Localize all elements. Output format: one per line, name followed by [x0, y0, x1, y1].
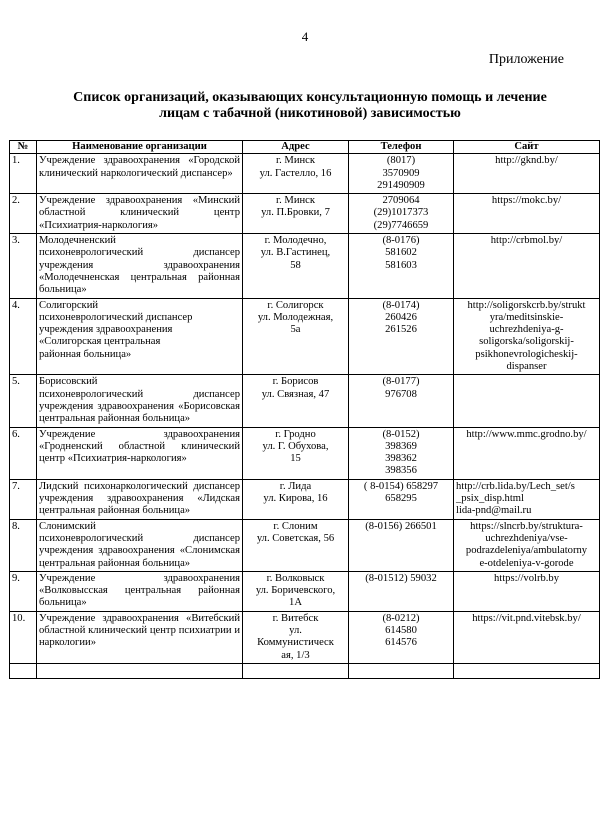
organization-address: г. Витебск ул. Коммунистическ ая, 1/3 — [243, 611, 349, 663]
row-number: 2. — [10, 194, 37, 234]
table-row — [10, 571, 600, 611]
empty-cell — [37, 663, 243, 678]
empty-cell — [349, 663, 454, 678]
header-number: № — [10, 141, 37, 154]
organization-name: Солигорский психоневрологический диспансер учреждения здравоохранения «Солигорская центральная районная больница» — [37, 298, 243, 375]
table-row — [10, 234, 600, 298]
row-number: 1. — [10, 154, 37, 194]
row-number: 6. — [10, 427, 37, 479]
organization-site[interactable]: https://slncrb.by/struktura- uchrezhdeniya/vse- podrazdeleniya/ambulatorny e-otdeleniya-v-gorode — [454, 519, 600, 571]
organization-name: Молодечненский психоневрологический диспансер учреждения здравоохранения «Молодечненская центральная районная больница» — [37, 234, 243, 298]
organization-name: Учреждение здравоохранения «Витебский областной клинический центр психиатрии и наркологии» — [37, 611, 243, 663]
organization-address: г. Молодечно, ул. В.Гастинец, 58 — [243, 234, 349, 298]
organization-phone: (8-0174) 260426 261526 — [349, 298, 454, 375]
organization-name: Борисовский психоневрологический диспансер учреждения здравоохранения «Борисовская центральная районная больница» — [37, 375, 243, 427]
table-row — [10, 298, 600, 375]
organization-site[interactable]: http://soligorskcrb.by/strukt yra/meditsinskie- uchrezhdeniya-g- soligorska/soligorskij- psikhonevrologicheskij- dispanser — [454, 298, 600, 375]
organization-address: г. Лида ул. Кирова, 16 — [243, 479, 349, 519]
organization-address: г. Минск ул. Гастелло, 16 — [243, 154, 349, 194]
table-row — [10, 427, 600, 479]
row-number: 10. — [10, 611, 37, 663]
header-address: Адрес — [243, 141, 349, 154]
header-phone: Телефон — [349, 141, 454, 154]
organization-address: г. Солигорск ул. Молодежная, 5а — [243, 298, 349, 375]
empty-cell — [243, 663, 349, 678]
organization-phone: (8-0177) 976708 — [349, 375, 454, 427]
document-title: Список организаций, оказывающих консультационную помощь и лечение лицам с табачной (никотиновой) зависимостью — [73, 90, 547, 121]
table-row — [10, 611, 600, 663]
table-row — [10, 375, 600, 427]
organization-site[interactable]: http://crbmol.by/ — [454, 234, 600, 298]
row-number: 7. — [10, 479, 37, 519]
organization-name: Учреждение здравоохранения «Минский областной клинический центр «Психиатрия-наркология» — [37, 194, 243, 234]
organization-site[interactable]: http://gknd.by/ — [454, 154, 600, 194]
organization-site[interactable]: https://vit.pnd.vitebsk.by/ — [454, 611, 600, 663]
organization-phone: (8017) 3570909 291490909 — [349, 154, 454, 194]
organization-address: г. Минск ул. П.Бровки, 7 — [243, 194, 349, 234]
organization-site — [454, 375, 600, 427]
organization-address: г. Гродно ул. Г. Обухова, 15 — [243, 427, 349, 479]
organization-phone: ( 8-0154) 658297 658295 — [349, 479, 454, 519]
row-number: 8. — [10, 519, 37, 571]
organization-name: Учреждение здравоохранения «Волковысская центральная районная больница» — [37, 571, 243, 611]
table-row — [10, 519, 600, 571]
organization-address: г. Борисов ул. Связная, 47 — [243, 375, 349, 427]
empty-cell — [454, 663, 600, 678]
row-number: 5. — [10, 375, 37, 427]
row-number: 3. — [10, 234, 37, 298]
empty-cell — [10, 663, 37, 678]
organization-phone: (8-0176) 581602 581603 — [349, 234, 454, 298]
table-row — [10, 194, 600, 234]
organization-name: Учреждение здравоохранения «Городской клинический наркологический диспансер» — [37, 154, 243, 194]
table-row — [10, 154, 600, 194]
row-number: 4. — [10, 298, 37, 375]
organization-phone: (8-0212) 614580 614576 — [349, 611, 454, 663]
organization-name: Слонимский психоневрологический диспансер учреждения здравоохранения «Слонимская центральная районная больница» — [37, 519, 243, 571]
header-organization-name: Наименование организации — [37, 141, 243, 154]
organization-site[interactable]: http://crb.lida.by/Lech_set/s _psix_disp.html lida-pnd@mail.ru — [454, 479, 600, 519]
organization-phone: (8-01512) 59032 — [349, 571, 454, 611]
organization-address: г. Слоним ул. Советская, 56 — [243, 519, 349, 571]
organization-name: Лидский психонаркологический диспансер учреждения здравоохранения «Лидская центральная районная больница» — [37, 479, 243, 519]
header-site: Сайт — [454, 141, 600, 154]
organizations-table — [9, 140, 600, 679]
row-number: 9. — [10, 571, 37, 611]
organization-phone: (8-0152) 398369 398362 398356 — [349, 427, 454, 479]
table-header-row — [10, 141, 600, 154]
table-row — [10, 479, 600, 519]
appendix-label: Приложение — [488, 52, 564, 67]
page-number: 4 — [301, 29, 309, 44]
organization-address: г. Волковыск ул. Боричевского, 1А — [243, 571, 349, 611]
organization-site[interactable]: https://volrb.by — [454, 571, 600, 611]
organization-phone: (8-0156) 266501 — [349, 519, 454, 571]
organization-name: Учреждение здравоохранения «Гродненский областной клинический центр «Психиатрия-наркология» — [37, 427, 243, 479]
organization-site[interactable]: http://www.mmc.grodno.by/ — [454, 427, 600, 479]
organization-site[interactable]: https://mokc.by/ — [454, 194, 600, 234]
organization-phone: 2709064 (29)1017373 (29)7746659 — [349, 194, 454, 234]
table-row-empty — [10, 663, 600, 678]
